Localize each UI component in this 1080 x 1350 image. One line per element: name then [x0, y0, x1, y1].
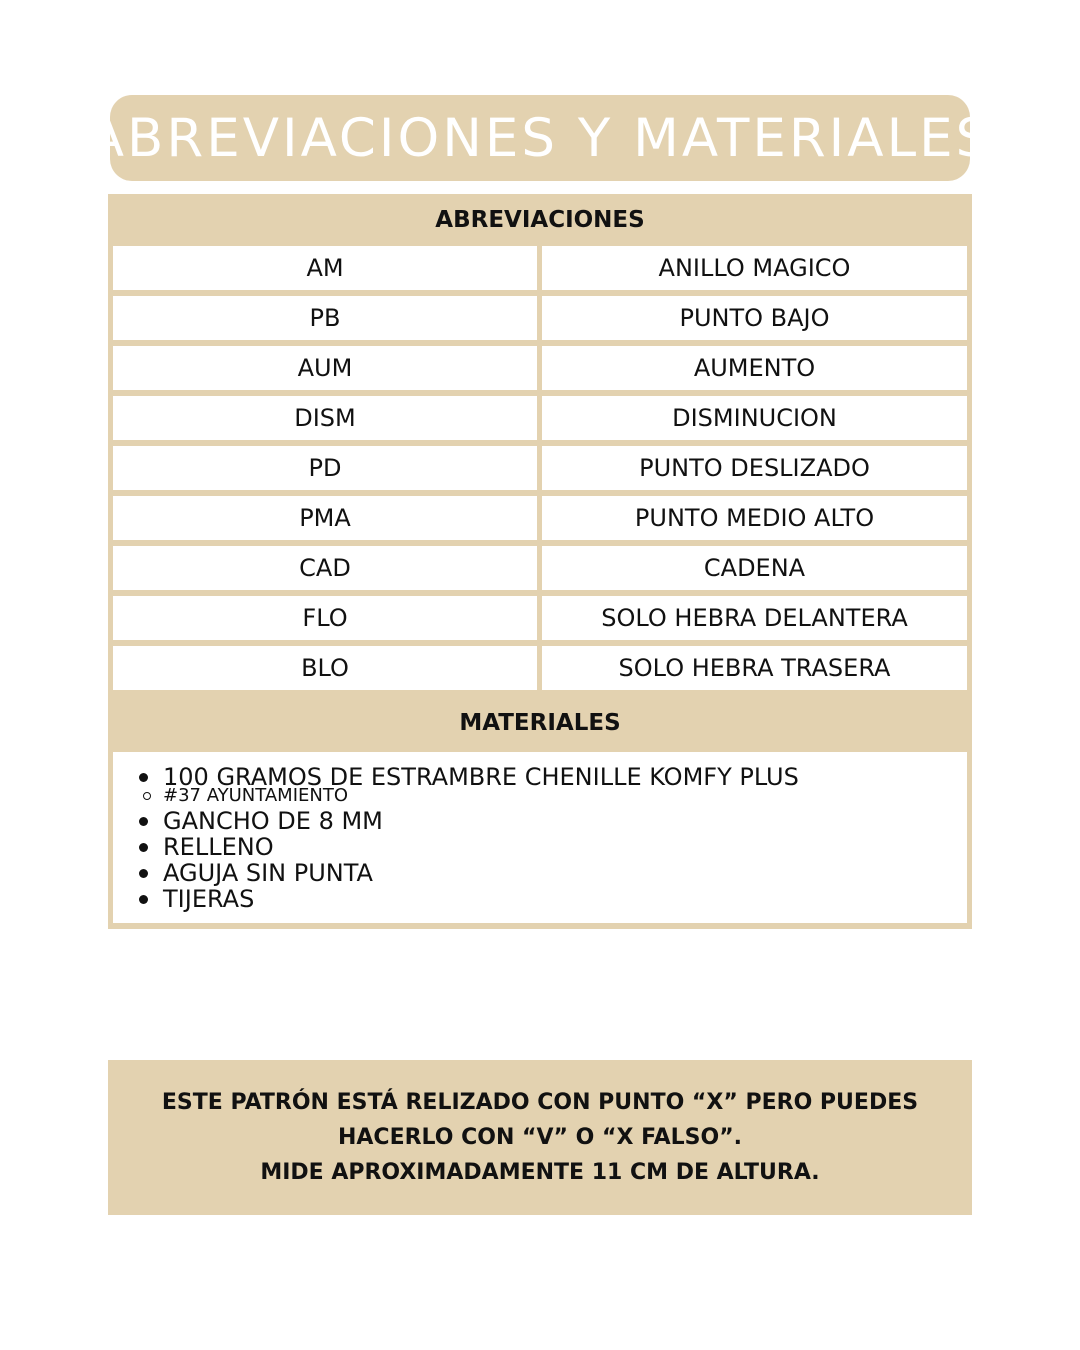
note-box	[108, 1060, 972, 1215]
abbr-cell: BLO	[113, 646, 537, 690]
table-row	[113, 596, 967, 640]
materials-list	[135, 764, 799, 912]
bullet-icon	[139, 869, 148, 878]
meaning-cell: PUNTO BAJO	[542, 296, 967, 340]
material-subtext: #37 AYUNTAMIENTO	[163, 785, 349, 806]
meaning-cell: ANILLO MAGICO	[542, 246, 967, 290]
meaning-cell: CADENA	[542, 546, 967, 590]
bullet-icon	[139, 817, 148, 826]
abbr-cell: PB	[113, 296, 537, 340]
abbr-cell: DISM	[113, 396, 537, 440]
meaning-cell: PUNTO DESLIZADO	[542, 446, 967, 490]
meaning-cell: AUMENTO	[542, 346, 967, 390]
hollow-bullet-icon	[143, 792, 151, 800]
table-row	[113, 246, 967, 290]
page-title: ABREVIACIONES Y MATERIALES	[87, 107, 993, 169]
materials-body	[113, 752, 967, 923]
abbr-cell: PD	[113, 446, 537, 490]
note-line: ESTE PATRÓN ESTÁ RELIZADO CON PUNTO “X” PERO PUEDES	[161, 1090, 919, 1115]
title-banner	[87, 95, 993, 181]
meaning-cell: SOLO HEBRA TRASERA	[542, 646, 967, 690]
note-line: HACERLO CON “V” O “X FALSO”.	[337, 1125, 743, 1150]
materials-header: MATERIALES	[459, 710, 621, 736]
material-text: TIJERAS	[163, 885, 255, 913]
table-row	[113, 546, 967, 590]
material-text: RELLENO	[163, 833, 274, 861]
material-text: GANCHO DE 8 MM	[163, 807, 383, 835]
table-row	[113, 446, 967, 490]
meaning-cell: PUNTO MEDIO ALTO	[542, 496, 967, 540]
abbreviations-materials-table	[108, 194, 972, 929]
bullet-icon	[139, 895, 148, 904]
note-line: MIDE APROXIMADAMENTE 11 CM DE ALTURA.	[260, 1160, 820, 1185]
table-row	[113, 346, 967, 390]
meaning-cell: DISMINUCION	[542, 396, 967, 440]
list-item	[135, 834, 799, 860]
table-row	[113, 496, 967, 540]
bullet-icon	[139, 843, 148, 852]
abbr-cell: AUM	[113, 346, 537, 390]
abbreviations-header: ABREVIACIONES	[435, 207, 645, 233]
table-row	[113, 646, 967, 690]
list-item	[135, 886, 799, 912]
abbr-cell: FLO	[113, 596, 537, 640]
meaning-cell: SOLO HEBRA DELANTERA	[542, 596, 967, 640]
material-text: 100 GRAMOS DE ESTRAMBRE CHENILLE KOMFY PLUS	[163, 763, 799, 791]
table-row	[113, 296, 967, 340]
bullet-icon	[139, 773, 148, 782]
abbr-cell: AM	[113, 246, 537, 290]
list-item	[135, 808, 799, 834]
material-text: AGUJA SIN PUNTA	[163, 859, 373, 887]
list-subitem	[135, 787, 799, 805]
table-row	[113, 396, 967, 440]
abbr-cell: CAD	[113, 546, 537, 590]
list-item	[135, 860, 799, 886]
abbr-cell: PMA	[113, 496, 537, 540]
